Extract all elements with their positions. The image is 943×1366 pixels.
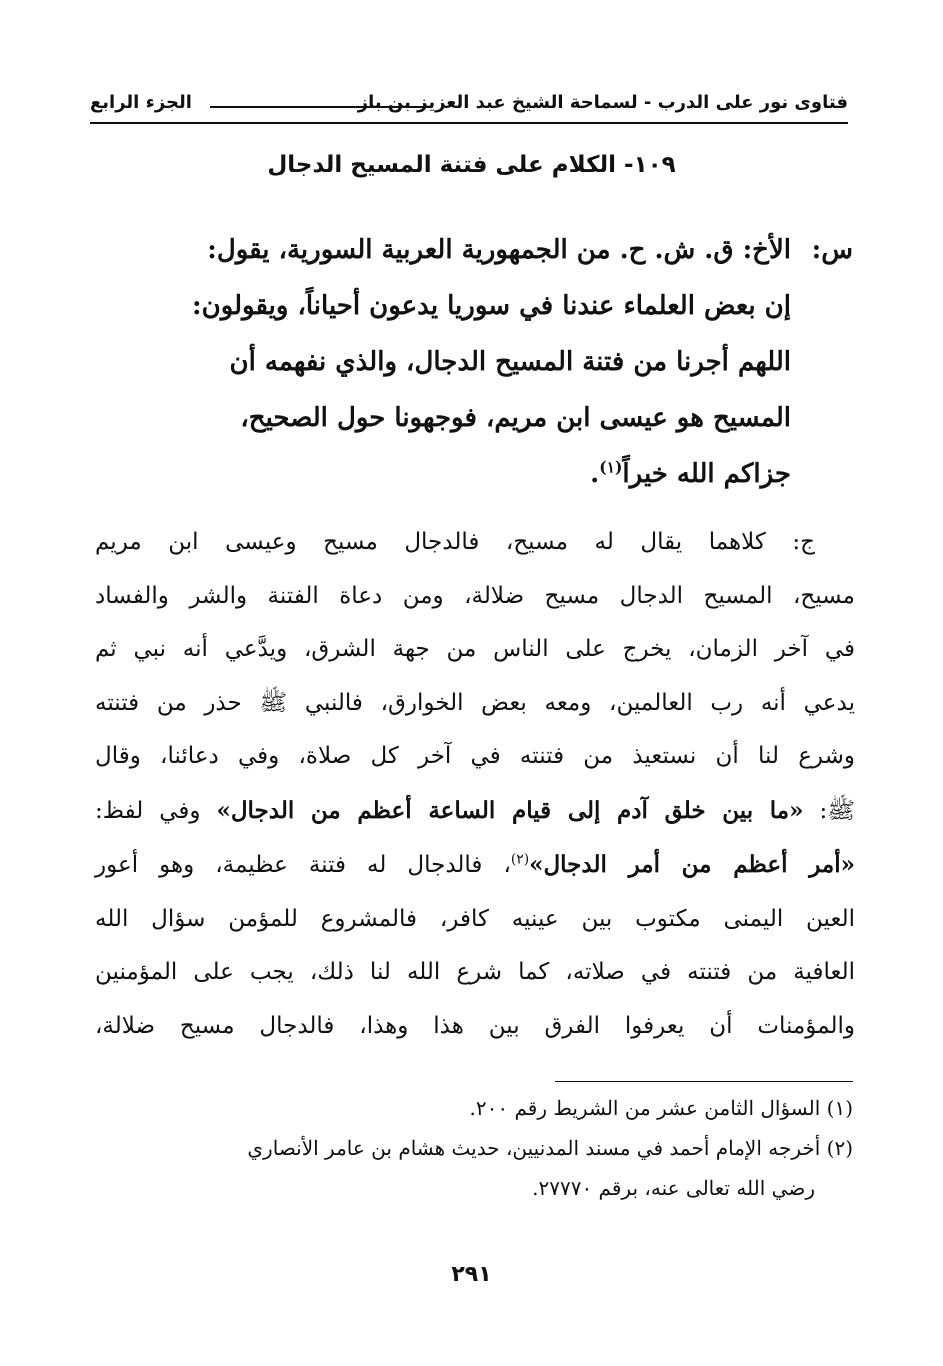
footnote-2-continued: رضي الله تعالى عنه، برقم ٢٧٧٧٠. [532,1176,815,1200]
question-line-last [113,446,791,502]
chapter-title: ١٠٩- الكلام على فتنة المسيح الدجال [267,152,676,178]
question-line: الأخ: ق. ش. ح. من الجمهورية العربية السورية، يقول: [207,235,791,265]
answer-line: في آخر الزمان، يخرج على الناس من جهة الشرق، ويدَّعي أنه نبي ثم [95,636,855,662]
question-label: س: [811,235,853,265]
question-block [113,222,853,502]
header-dash-rule [210,106,428,108]
answer-block [95,516,855,1053]
footnote-separator [555,1081,853,1082]
answer-line: العافية من فتنته في صلاته، كما شرع الله لنا ذلك، يجب على المؤمنين [95,959,855,985]
page-number: ٢٩١ [451,1262,492,1287]
footnotes [93,1088,853,1208]
hadith-quote-2: «أمر أعظم من أمر الدجال» [529,851,855,878]
footnote-ref-1: (١) [599,457,623,477]
answer-line: ج: كلاهما يقال له مسيح، فالدجال مسيح وعيسى ابن مريم [95,529,815,555]
answer-line-hadith [95,838,855,893]
question-line: المسيح هو عيسى ابن مريم، فوجهونا حول الصحيح، [240,403,791,433]
answer-line-hadith [95,784,855,839]
question-line: إن بعض العلماء عندنا في سوريا يدعون أحياناً، ويقولون: [192,291,791,321]
hadith-quote-1: «ما بين خلق آدم إلى قيام الساعة أعظم من الدجال» [216,796,804,824]
question-text [113,222,791,502]
answer-fragment: وفي لفظ: [95,797,217,824]
answer-line: وشرع لنا أن نستعيذ من فتنته في آخر كل صلاة، وفي دعائنا، وقال [95,743,855,769]
answer-line: والمؤمنات أن يعرفوا الفرق بين هذا وهذا، فالدجال مسيح ضلالة، [95,1012,855,1039]
footnote-ref-2: (٢) [510,851,530,868]
answer-line: العين اليمنى مكتوب بين عينيه كافر، فالمشروع للمؤمن سؤال الله [95,905,855,932]
question-line: اللهم أجرنا من فتنة المسيح الدجال، والذي نفهمه أن [229,347,791,377]
answer-fragment: ، فالدجال له فتنة عظيمة، وهو أعور [95,852,511,878]
answer-line: مسيح، المسيح الدجال مسيح ضلالة، ومن دعاة الفتنة والشر والفساد [95,582,855,609]
question-period: . [590,459,600,489]
running-header [90,86,848,124]
footnote-1: (١) السؤال الثامن عشر من الشريط رقم ٢٠٠. [469,1096,853,1120]
book-title: فتاوى نور على الدرب - لسماحة الشيخ عبد العزيز بن باز [357,92,848,113]
prophet-salutation: ﷺ: [803,797,855,824]
volume-label: الجزء الرابع [90,92,192,113]
footnote-2: (٢) أخرجه الإمام أحمد في مسند المدنيين، حديث هشام بن عامر الأنصاري [247,1136,853,1160]
question-closing: جزاكم الله خيراً [622,459,791,489]
answer-line: يدعي أنه رب العالمين، ومعه بعض الخوارق، فالنبي ﷺ حذر من فتنته [95,689,855,716]
